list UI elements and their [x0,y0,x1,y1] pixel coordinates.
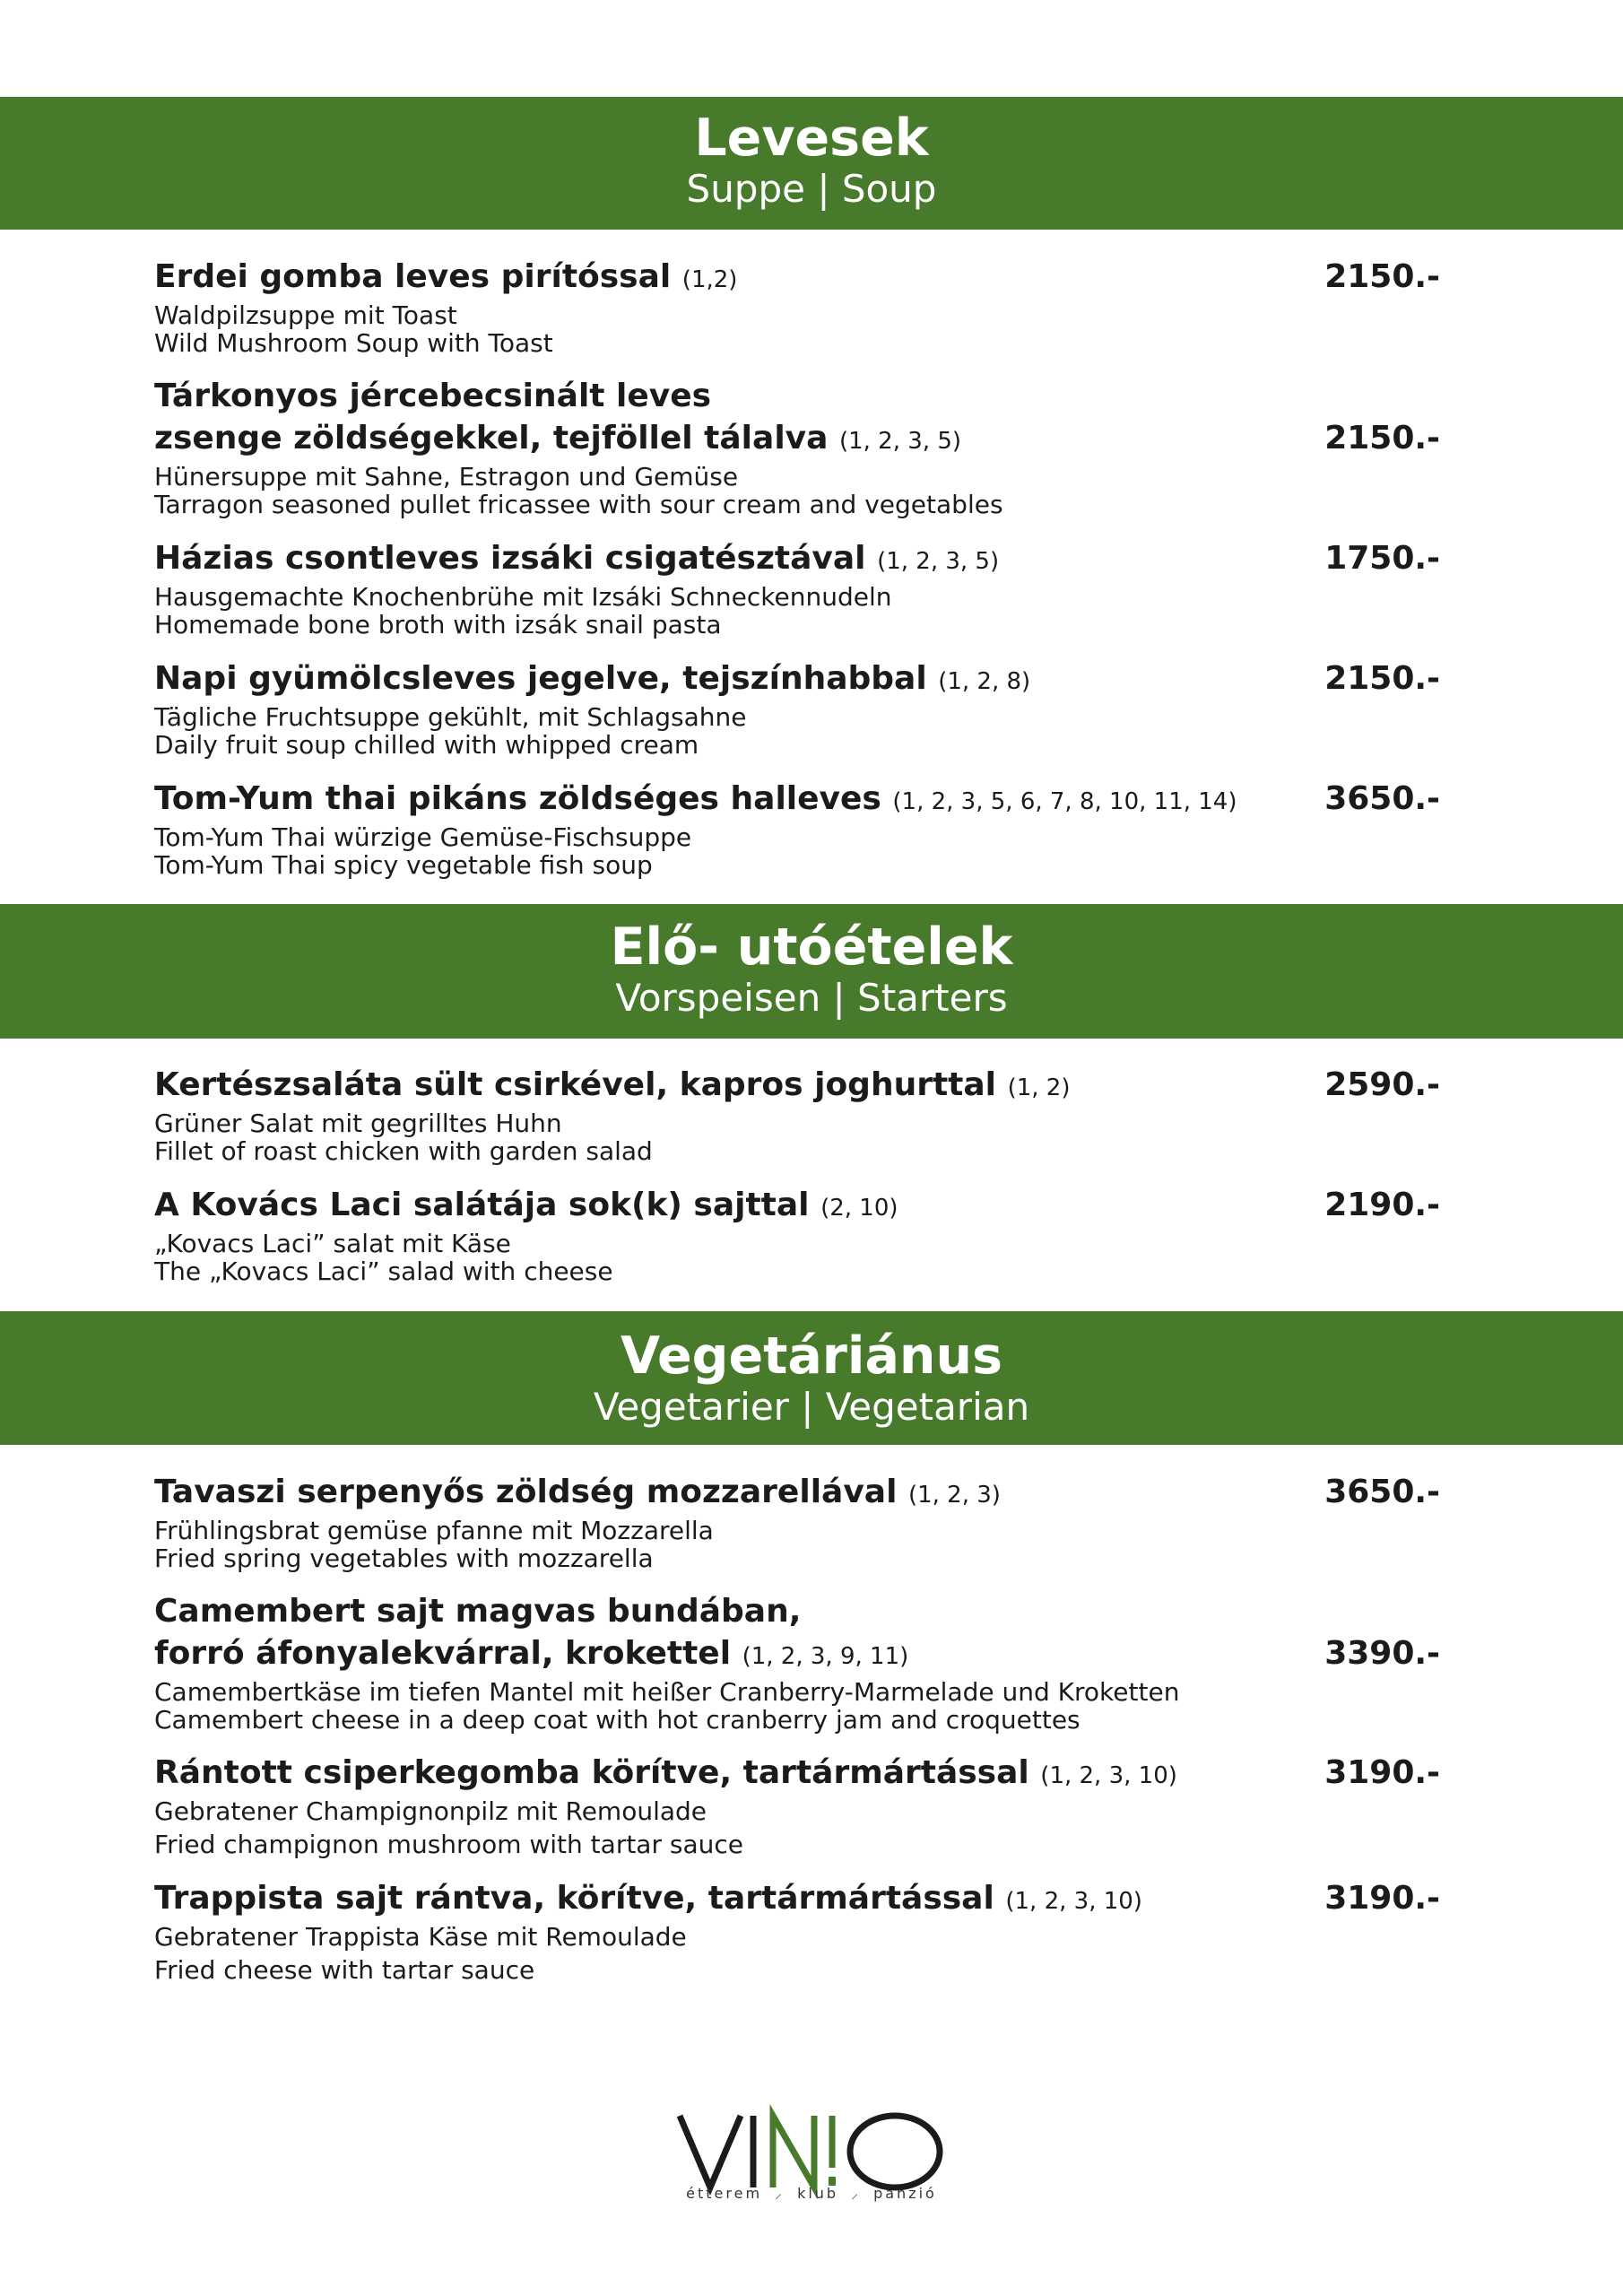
section-title: Elő- utóételek [610,918,1013,977]
section-subtitle: Suppe | Soup [686,167,937,211]
item-name: forró áfonyalekvárral, krokettel [154,1635,732,1672]
item-name: Házias csontleves izsáki csigatésztával [154,540,866,577]
menu-item [154,1471,1445,1572]
item-english: The „Kovacs Laci” salad with cheese [154,1257,613,1286]
item-german: Frühlingsbrat gemüse pfanne mit Mozzarella [154,1516,714,1545]
item-german: Hausgemachte Knochenbrühe mit Izsáki Schneckennudeln [154,582,892,612]
menu-item [154,537,1445,639]
menu-item [154,1877,1445,1984]
item-name-line1: Camembert sajt magvas bundában, [154,1593,802,1630]
item-english: Fried cheese with tartar sauce [154,1955,535,1985]
item-german: Waldpilzsuppe mit Toast [154,300,457,330]
item-english: Wild Mushroom Soup with Toast [154,328,553,358]
item-name: Kertészsaláta sült csirkével, kapros joghurttal [154,1066,997,1103]
item-name: Napi gyümölcsleves jegelve, tejszínhabbal [154,660,927,697]
section-title: Levesek [694,109,929,168]
menu-item [154,375,1445,518]
item-name: Rántott csiperkegomba körítve, tartármártással [154,1754,1029,1791]
tagline-restaurant: étterem [686,2185,763,2202]
item-name-line1: Tárkonyos jércebecsinált leves [154,378,712,414]
item-english: Tom-Yum Thai spicy vegetable fish soup [154,850,653,880]
item-allergens: (1, 2, 3, 9, 11) [742,1643,909,1670]
menu-item [154,256,1445,357]
menu-item [154,1752,1445,1858]
item-german: Camembertkäse im tiefen Mantel mit heißer Cranberry-Marmelade und Kroketten [154,1677,1180,1707]
item-allergens: (2, 10) [820,1195,898,1222]
item-allergens: (1, 2, 3, 10) [1040,1762,1177,1789]
item-name: zsenge zöldségekkel, tejföllel tálalva [154,420,829,457]
section-header-starters [0,904,1623,1039]
item-german: Gebratener Champignonpilz mit Remoulade [154,1796,707,1826]
item-allergens: (1, 2, 3, 5) [877,548,1000,575]
item-english: Homemade bone broth with izsák snail pasta [154,610,722,639]
item-english: Fried spring vegetables with mozzarella [154,1544,654,1573]
item-german: Hünersuppe mit Sahne, Estragon und Gemüse [154,462,739,491]
item-english: Fillet of roast chicken with garden salad [154,1136,653,1166]
item-english: Fried champignon mushroom with tartar sauce [154,1830,743,1859]
item-allergens: (1, 2) [1007,1074,1071,1101]
menu-item [154,778,1445,879]
item-allergens: (1, 2, 3, 5) [838,428,962,455]
section-subtitle: Vorspeisen | Starters [615,976,1008,1020]
item-english: Daily fruit soup chilled with whipped cream [154,730,699,760]
item-price: 3390.- [1324,1635,1440,1672]
menu-item [154,1184,1445,1285]
item-price: 3650.- [1324,780,1440,817]
menu-item [154,1064,1445,1165]
menu-item [154,657,1445,759]
item-name: A Kovács Laci salátája sok(k) sajttal [154,1187,810,1223]
item-price: 3190.- [1324,1880,1440,1917]
item-allergens: (1, 2, 3) [907,1482,1001,1509]
item-allergens: (1, 2, 8) [938,668,1031,695]
item-english: Tarragon seasoned pullet fricassee with sour cream and vegetables [154,490,1003,519]
tagline-club: klub [797,2185,839,2202]
item-allergens: (1, 2, 3, 10) [1005,1888,1142,1915]
item-name: Trappista sajt rántva, körítve, tartármártással [154,1880,994,1917]
item-allergens: (1,2) [681,266,738,293]
item-german: Grüner Salat mit gegrilltes Huhn [154,1109,562,1138]
tagline-guesthouse: panzió [873,2185,937,2202]
section-title: Vegetáriánus [620,1326,1003,1386]
item-price: 1750.- [1324,540,1440,577]
item-german: „Kovacs Laci” salat mit Käse [154,1229,511,1258]
logo-tagline: étterem ⸝ klub ⸝ panzió [686,2185,937,2202]
item-price: 3190.- [1324,1754,1440,1791]
item-german: Tom-Yum Thai würzige Gemüse-Fischsuppe [154,822,692,852]
item-german: Tägliche Fruchtsuppe gekühlt, mit Schlagsahne [154,702,747,732]
item-name: Tavaszi serpenyős zöldség mozzarellával [154,1474,898,1510]
item-english: Camembert cheese in a deep coat with hot cranberry jam and croquettes [154,1705,1081,1735]
item-name: Tom-Yum thai pikáns zöldséges halleves [154,780,881,817]
item-price: 2590.- [1324,1066,1440,1103]
section-header-soups [0,97,1623,230]
item-german: Gebratener Trappista Käse mit Remoulade [154,1922,687,1952]
menu-item [154,1590,1445,1734]
item-price: 3650.- [1324,1474,1440,1510]
item-allergens: (1, 2, 3, 5, 6, 7, 8, 10, 11, 14) [892,788,1237,815]
item-price: 2150.- [1324,258,1440,295]
item-price: 2150.- [1324,420,1440,457]
item-price: 2150.- [1324,660,1440,697]
section-header-vegetarian [0,1311,1623,1445]
item-name: Erdei gomba leves pirítóssal [154,258,672,295]
section-subtitle: Vegetarier | Vegetarian [593,1385,1030,1429]
item-price: 2190.- [1324,1187,1440,1223]
